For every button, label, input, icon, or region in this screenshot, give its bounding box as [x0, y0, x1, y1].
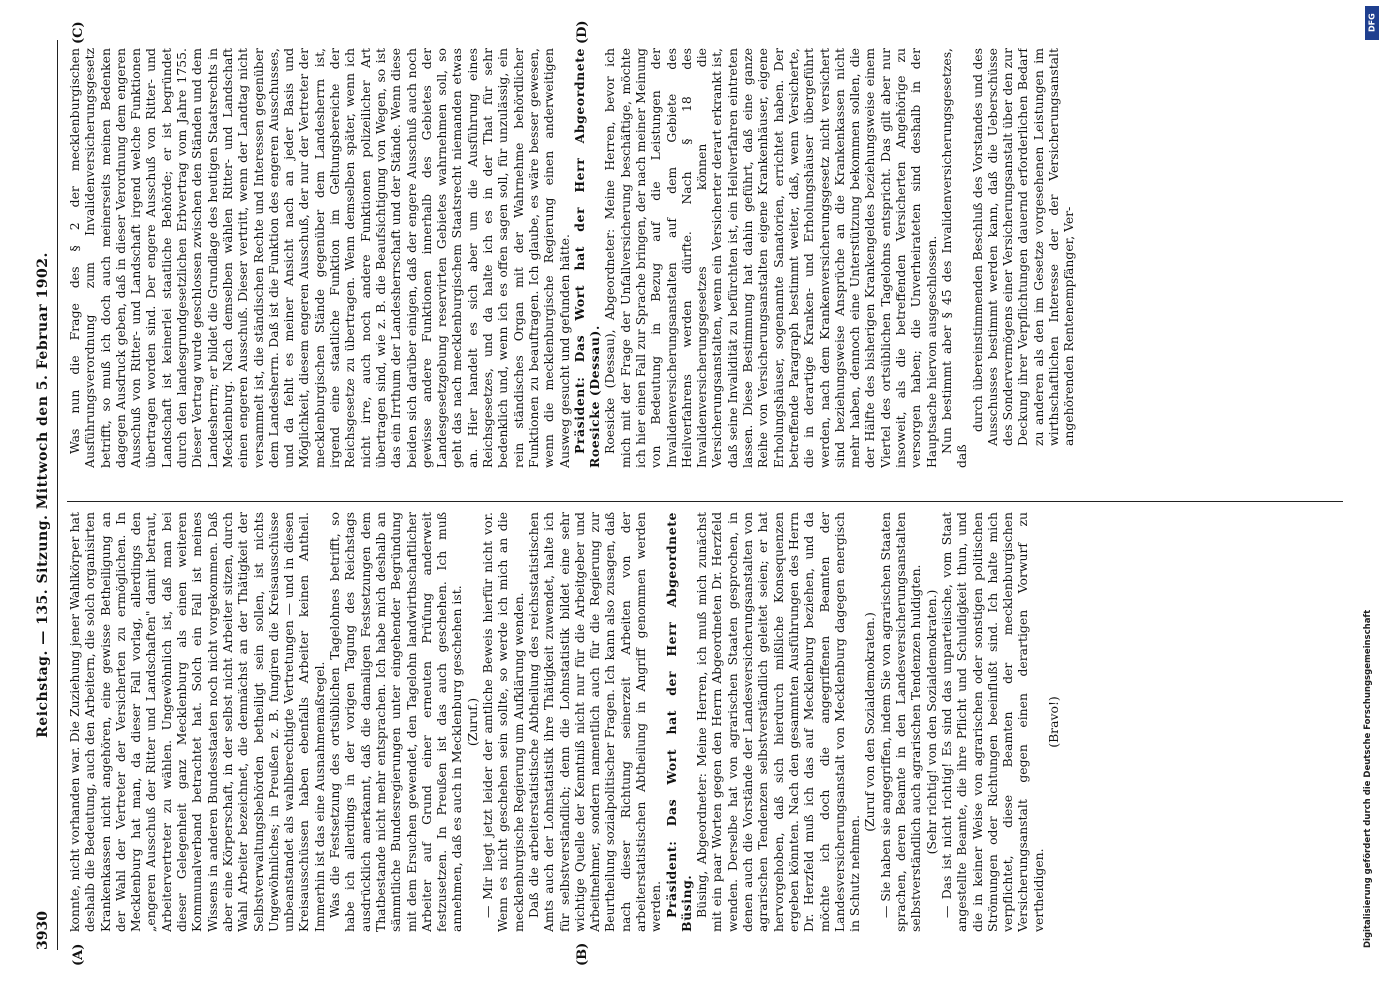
- paragraph: konnte, nicht vorhanden war. Die Zuziehung jener Wahlkörper hat deshalb die Bedeutung, auch den Arbeitern, die solch organisirten Krankenkassen nicht angehören, eine gewisse Betheiligung an der Wahl der Vertreter der Versicherten zu ermöglichen. In Mecklenburg hat man, da dieser Fall vorlag, allerdings den „engeren Ausschuß der Ritter und Landschaften" damit betraut, Arbeitervertreter zu wählen. Ungewöhnlich ist, daß man bei dieser Gelegenheit ganz Mecklenburg als einen weiteren Kommunalverband betrachtet hat. Solch ein Fall ist meines Wissens in anderen Bundesstaaten noch nicht vorgekommen. Daß aber eine Körperschaft, in der selbst nicht Arbeiter sitzen, durch Wahl Arbeiter bezeichnet, die demnächst an der Thätigkeit der Selbstverwaltungsbehörden betheiligt sein sollen, ist nichts Ungewöhnliches; in Preußen z. B. fungiren die Kreisausschüsse unbeanstandet als wahlberechtigte Vertretungen — und in diesen Kreisausschüssen haben ebenfalls Arbeiter keinen Antheil. Immerhin ist das eine Ausnahmemaßregel.: [66, 512, 327, 932]
- interjection: (Bravo!): [1045, 696, 1061, 748]
- right-column: [67, 48, 1343, 468]
- page-number: 3930: [34, 911, 51, 950]
- marker-b: (B): [574, 942, 590, 966]
- paragraph: Was die Festsetzung des ortsüblichen Tagelohnes betrifft, so habe ich allerdings in der vorigen Tagung des Reichstags ausdrücklich anerkannt, daß die damaligen Festsetzungen dem Thatbestande nicht mehr entsprachen. Ich habe mich deshalb an sämmtliche Bundesregierungen unter eingehender Begründung mit dem Ersuchen gewendet, den Tagelohn landwirthschaftlicher Arbeiter auf Grund einer erneuten Prüfung anderweit festzusetzen. In Preußen ist das auch geschehen. Ich muß annehmen, daß es auch in Mecklenburg geschehen ist.: [326, 512, 464, 932]
- paragraph: — Das ist nicht richtig! Es sind das unparteiische, vom Staat angestellte Beamte, die ihre Pflicht und Schuldigkeit thun, und die in keiner Weise von agrarischen oder sonstigen politischen Strömungen oder Richtungen beeinflußt sind. Ich halte mich verpflichtet, diese Beamten der mecklenburgischen Versicherungsanstalt gegen einen derartigen Vorwurf zu vertheidigen.: [938, 512, 1046, 932]
- dfg-logo: DFG: [1365, 6, 1379, 40]
- left-column: [67, 512, 1343, 932]
- marker-d: (D): [574, 20, 590, 44]
- speaker-line: Präsident: Das Wort hat der Herr Abgeordnete Roesicke (Dessau).: [571, 48, 602, 468]
- paragraph: Nun bestimmt aber § 45 des Invalidenversicherungsgesetzes, daß: [938, 48, 969, 468]
- quoted-paragraph: durch übereinstimmenden Beschluß des Vorstandes und des Ausschusses bestimmt werden kann, daß die Ueberschüsse des Sondervermögens einer Versicherungsanstalt über den zur Deckung ihrer Verpflichtungen dauernd erforderlichen Bedarf zu anderen als den im Gesetze vorgesehenen Leistungen im wirthschaftlichen Interesse der der Versicherungsanstalt angehörenden Rentenempfänger, Ver-: [969, 48, 1076, 446]
- digitization-note: Digitalisierung gefördert durch die Deutsche Forschungsgemeinschaft: [1363, 609, 1373, 948]
- paragraph: — Sie haben sie angegriffen, indem Sie von agrarischen Staaten sprachen, deren Beamte in den Landesversicherungsanstalten selbstverständlich auch agrarischen Tendenzen huldigten.: [877, 512, 923, 932]
- interjection: (Sehr richtig! von den Sozialdemokraten.): [923, 589, 939, 855]
- paragraph: Büsing, Abgeordneter: Meine Herren, ich muß mich zunächst mit ein paar Worten gegen den Herrn Abgeordneten Dr. Herzfeld wenden. Derselbe hat von agrarischen Staaten gesprochen, in denen auch die Vorstände der Landesversicherungsanstalten von agrarischen Tendenzen selbstverständlich geleitet seien; er hat hervorgehoben, daß sich hierdurch mißliche Konsequenzen ergeben könnten. Nach den gesammten Ausführungen des Herrn Dr. Herzfeld muß ich das auf Mecklenburg beziehen, und da möchte ich doch die angegriffenen Beamten der Landesversicherungsanstalt von Mecklenburg dagegen energisch in Schutz nehmen.: [693, 512, 862, 932]
- marker-c: (C): [70, 21, 86, 44]
- marker-a: (A): [70, 943, 86, 966]
- page-header: [33, 40, 58, 950]
- rotated-page: [27, 20, 1357, 980]
- paragraph: Daß die arbeiterstatistische Abtheilung des reichsstatistischen Amts auch der Lohnstatistik ihre Thätigkeit zuwendet, halte ich für selbstverständlich; denn die Lohnstatistik bildet eine sehr wichtige Quelle der Kenntniß nicht nur für die Arbeitgeber und Arbeitnehmer, sondern namentlich auch für die Regierung zur Beurtheilung sozialpolitischer Fragen. Ich kann also zusagen, daß nach dieser Richtung seinerzeit Arbeiten von der arbeiterstatistischen Abtheilung in Angriff genommen werden werden.: [525, 512, 663, 932]
- paragraph: Was nun die Frage des § 2 der mecklenburgischen Ausführungsverordnung zum Invalidenversicherungsgesetz betrifft, so muß ich doch auch meinerseits meinen Bedenken dagegen Ausdruck geben, daß in dieser Verordnung dem engeren Ausschuß von Ritter- und Landschaft irgend welche Funktionen übertragen worden sind. Der engere Ausschuß von Ritter- und Landschaft ist keinerlei staatliche Behörde; er ist begründet durch den landesgrundgesetzlichen Erbvertrag vom Jahre 1755. Dieser Vertrag wurde geschlossen zwischen den Ständen und dem Landesherrn; er bildet die Grundlage des heutigen Staatsrechts in Mecklenburg. Nach demselben wählen Ritter- und Landschaft einen engeren Ausschuß. Dieser vertritt, wenn der Landtag nicht versammelt ist, die ständischen Rechte und Interessen gegenüber dem Landesherrn. Daß ist die Funktion des engeren Ausschusses, und da fehlt es meiner Ansicht nach an jeder Basis und Möglichkeit, diesem engeren Ausschuß, der nur der Vertreter der mecklenburgischen Stände gegenüber dem Landesherrn ist, irgend eine staatliche Funktion im Geltungsbereiche der Reichsgesetze zu übertragen. Wenn demselben später, wenn ich nicht irre, auch noch andere Funktionen polizeilicher Art übertragen sind, wie z. B. die Beaufsichtigung von Wegen, so ist das ein Irrthum der Landesherrschaft und der Stände. Wenn diese beiden sich darüber einigen, daß der engere Ausschuß auch noch gewisse andere Funktionen innerhalb des Gebietes der Landesgesetzgebung reservirten Gebietes wahrnehmen soll, so geht das nach mecklenburgischem Staatsrecht niemanden etwas an. Hier handelt es sich aber um die Ausführung eines Reichsgesetzes, und da halte ich es in der That für sehr bedenklich und, wenn ich es offen sagen soll, für unzulässig, ein rein ständisches Organ mit der Wahrnehme behördlicher Funktionen zu beauftragen. Ich glaube, es wäre besser gewesen, wenn die mecklenburgische Regierung einen anderweitigen Ausweg gesucht und gefunden hätte.: [66, 48, 571, 468]
- interjection: (Zuruf von den Sozialdemokraten.): [861, 612, 877, 832]
- interjection: (Zuruf.): [464, 697, 480, 747]
- paragraph: — Mir liegt jetzt leider der amtliche Beweis hierfür nicht vor. Wenn es nicht geschehen sein sollte, so werde ich mich an die mecklenburgische Regierung um Aufklärung wenden.: [479, 512, 526, 932]
- speaker-line: Präsident: Das Wort hat der Herr Abgeordnete Büsing.: [663, 512, 694, 932]
- column-divider: [67, 501, 1343, 502]
- page-title: Reichstag. — 135. Sitzung. Mittwoch den 5. Februar 1902.: [34, 252, 51, 738]
- paragraph: Roesicke (Dessau), Abgeordneter: Meine Herren, bevor ich mich mit der Frage der Unfallversicherung beschäftige, möchte ich hier einen Fall zur Sprache bringen, der nach meiner Meinung von Bedeutung in Bezug auf die Leistungen der Invalidenversicherungsanstalten auf dem Gebiete des Heilverfahrens werden dürfte. Nach § 18 des Invalidenversicherungsgesetzes können die Versicherungsanstalten, wenn ein Versicherter derart erkrankt ist, daß seine Invalidität zu befürchten ist, ein Heilverfahren eintreten lassen. Diese Bestimmung hat dahin geführt, daß eine ganze Reihe von Versicherungsanstalten eigene Krankenhäuser, eigene Erholungshäuser, sogenannte Sanatorien, errichtet haben. Der betreffende Paragraph bestimmt weiter, daß, wenn Versicherte, die in derartige Kranken- und Erholungshäuser übergeführt werden, nach dem Krankenversicherungsgesetz nicht versichert sind beziehungsweise Ansprüche an die Krankenkassen nicht mehr haben, dennoch eine Unterstützung bekommen sollen, die der Hälfte des bisherigen Krankengeldes beziehungsweise einem Viertel des ortsüblichen Tagelohns entspricht. Das gilt aber nur insoweit, als die betreffenden Versicherten Angehörige zu versorgen haben; die Unverheirateten sind deshalb in der Hauptsache hiervon ausgeschlossen.: [601, 48, 939, 468]
